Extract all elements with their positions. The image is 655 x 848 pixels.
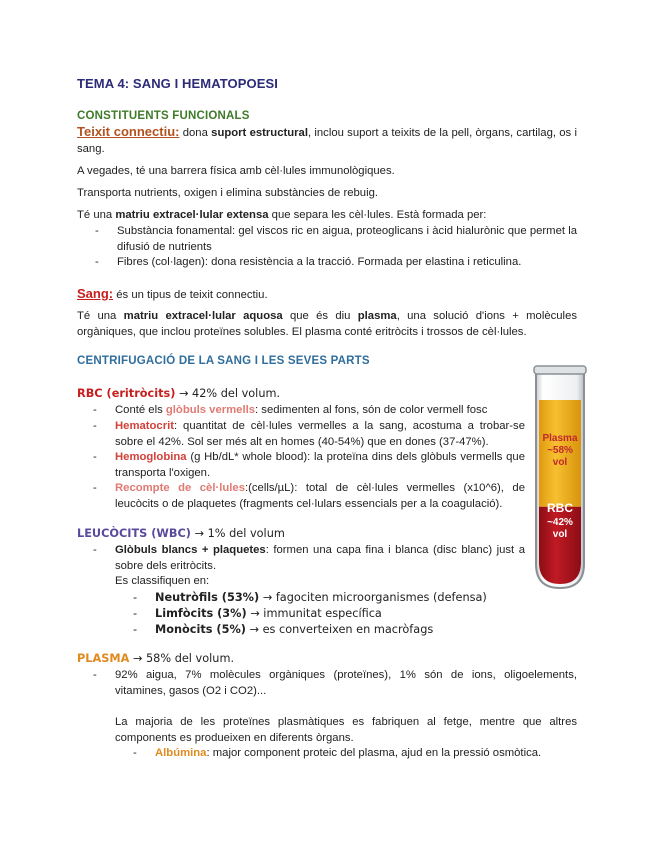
list-item: - Hematocrit: quantitat de cèl·lules vermelles a la sang, acostuma a trobar-se sobre el 42%. Sol ser més alt en homes (40-54%) que en dones (37-47%). — [93, 420, 525, 448]
wbc-classify-text: Es classifiquen en: — [115, 575, 210, 587]
blood-definition: Sang: és un tipus de teixit connectiu. — [77, 286, 268, 301]
list-item: - Hemoglobina (g Hb/dL* whole blood): la proteïna dins dels glòbuls vermells que transporta l'oxigen. — [93, 451, 525, 479]
list-item: - Fibres (col·lagen): dona resistència a la tracció. Formada per elastina i reticulina. — [95, 256, 522, 268]
list-item: - Neutròfils (53%) → fagociten microorganismes (defensa) — [133, 591, 487, 604]
blood-paragraph: Té una matriu extracel·lular aquosa que és diu plasma, una solució d'ions + molècules orgàniques, que inclou proteïnes solubles. El plasma conté eritròcits i trossos de cèl·lules. — [77, 310, 578, 338]
list-item: - Glòbuls blancs + plaquetes: formen una capa fina i blanca (disc blanc) just a sobre dels eritròcits. — [93, 544, 525, 572]
rbc-unit: vol — [552, 529, 568, 540]
term-blood: Sang: — [77, 286, 114, 301]
section-heading-constituents: CONSTITUENTS FUNCIONALS — [77, 110, 250, 122]
wbc-heading: LEUCÒCITS (WBC) → 1% del volum — [77, 527, 285, 540]
list-item: - Albúmina: major component proteic del plasma, ajud en la pressió osmòtica. — [133, 747, 542, 759]
connective-tissue-paragraph: Teixit connectiu: dona suport estructural, inclou suport a teixits de la pell, òrgans, cartilag, os i sang. — [77, 124, 577, 155]
plasma-percent: ~58% — [547, 445, 573, 456]
term-connective-tissue: Teixit connectiu: — [77, 124, 180, 139]
rbc-label: RBC — [547, 501, 573, 515]
list-item: - Recompte de cèl·lules:(cells/µL): total de cèl·lules vermelles (x10^6), de leucòcits o de plaquetes (fragments cel·lulars essencials per a la coagulació). — [93, 482, 525, 510]
list-item: - Substància fonamental: gel viscos ric en aigua, proteoglicans i àcid hialurònic que permet la difusió de nutrients — [95, 225, 577, 253]
test-tube-illustration — [532, 364, 588, 592]
list-item: - Conté els glòbuls vermells: sedimenten al fons, són de color vermell fosc — [93, 404, 488, 416]
rbc-heading: RBC (eritròcits) → 42% del volum. — [77, 387, 281, 400]
barrier-paragraph: A vegades, té una barrera física amb cèl·lules immunològiques. — [77, 165, 395, 177]
tube-rim — [534, 366, 586, 374]
rbc-percent: ~42% — [547, 517, 573, 528]
plasma-unit: vol — [552, 457, 568, 468]
transport-paragraph: Transporta nutrients, oxigen i elimina substàncies de rebuig. — [77, 187, 378, 199]
matrix-paragraph: Té una matriu extracel·lular extensa que separa les cèl·lules. Està formada per: — [77, 209, 487, 221]
page-title: TEMA 4: SANG I HEMATOPOESI — [77, 76, 278, 91]
list-item: - Monòcits (5%) → es converteixen en macròfags — [133, 623, 434, 636]
list-item: - Limfòcits (3%) → immunitat específica — [133, 607, 382, 620]
list-item: - 92% aigua, 7% molècules orgàniques (proteïnes), 1% són de ions, oligoelements, vitamines, gasos (O2 i CO2)... — [93, 669, 577, 697]
plasma-paragraph: La majoria de les proteïnes plasmàtiques es fabriquen al fetge, mentre que altres components es produeixen en diferents òrgans. — [115, 716, 577, 744]
plasma-heading: PLASMA → 58% del volum. — [77, 652, 235, 665]
section-heading-centrifugation: CENTRIFUGACIÓ DE LA SANG I LES SEVES PARTS — [77, 355, 370, 367]
plasma-label: Plasma — [542, 433, 578, 444]
